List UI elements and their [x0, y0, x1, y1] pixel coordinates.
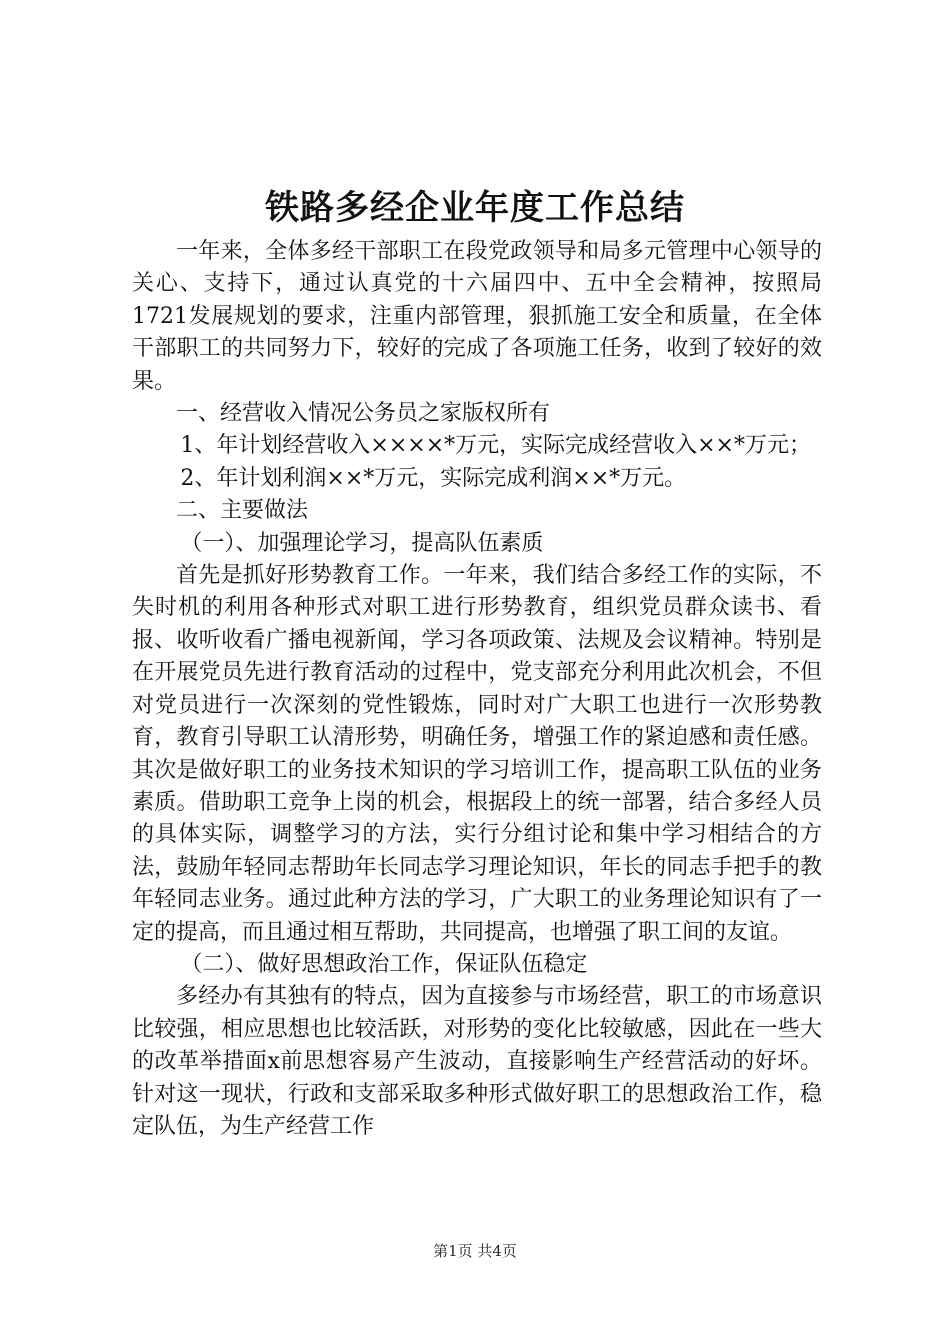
subsection-heading-ideological-work: （二）、做好思想政治工作，保证队伍稳定 — [180, 951, 588, 977]
page-footer: 第1页 共4页 — [433, 1242, 517, 1260]
paragraph-intro: 一年来，全体多经干部职工在段党政领导和局多元管理中心领导的关心、支持下，通过认真党的十六届四中、五中全会精神，按照局1721发展规划的要求，注重内部管理，狠抓施工安全和质量，在全体干部职工的共同努力下，较好的完成了各项施工任务，收到了较好的效果。 — [132, 239, 822, 394]
list-item-income-plan: 1、年计划经营收入××××*万元，实际完成经营收入××*万元； — [180, 433, 811, 459]
section-heading-main-practices: 二、主要做法 — [176, 498, 309, 524]
section-heading-operating-income: 一、经营收入情况公务员之家版权所有 — [176, 401, 551, 427]
subsection-heading-theory-study: （一）、加强理论学习，提高队伍素质 — [180, 530, 544, 556]
paragraph-theory-study: 首先是抓好形势教育工作。一年来，我们结合多经工作的实际，不失时机的利用各种形式对职工进行形势教育，组织党员群众读书、看报、收听收看广播电视新闻，学习各项政策、法规及会议精神。特别是在开展党员先进行教育活动的过程中，党支部充分利用此次机会，不但对党员进行一次深刻的党性锻炼，同时对广大职工也进行一次形势教育，教育引导职工认清形势，明确任务，增强工作的紧迫感和责任感。其次是做好职工的业务技术知识的学习培训工作，提高职工队伍的业务素质。借助职工竞争上岗的机会，根据段上的统一部署，结合多经人员的具体实际，调整学习的方法，实行分组讨论和集中学习相结合的方法，鼓励年轻同志帮助年长同志学习理论知识，年长的同志手把手的教年轻同志业务。通过此种方法的学习，广大职工的业务理论知识有了一定的提高，而且通过相互帮助，共同提高，也增强了职工间的友谊。 — [132, 563, 822, 945]
document-body — [132, 236, 822, 1143]
document-title: 铁路多经企业年度工作总结 — [265, 188, 685, 228]
list-item-profit-plan: 2、年计划利润××*万元，实际完成利润××*万元。 — [180, 465, 687, 491]
paragraph-ideological-work: 多经办有其独有的特点，因为直接参与市场经营，职工的市场意识比较强，相应思想也比较活跃，对形势的变化比较敏感，因此在一些大的改革举措面x前思想容易产生波动，直接影响生产经营活动的好坏。针对这一现状，行政和支部采取多种形式做好职工的思想政治工作，稳定队伍，为生产经营工作 — [132, 984, 822, 1139]
